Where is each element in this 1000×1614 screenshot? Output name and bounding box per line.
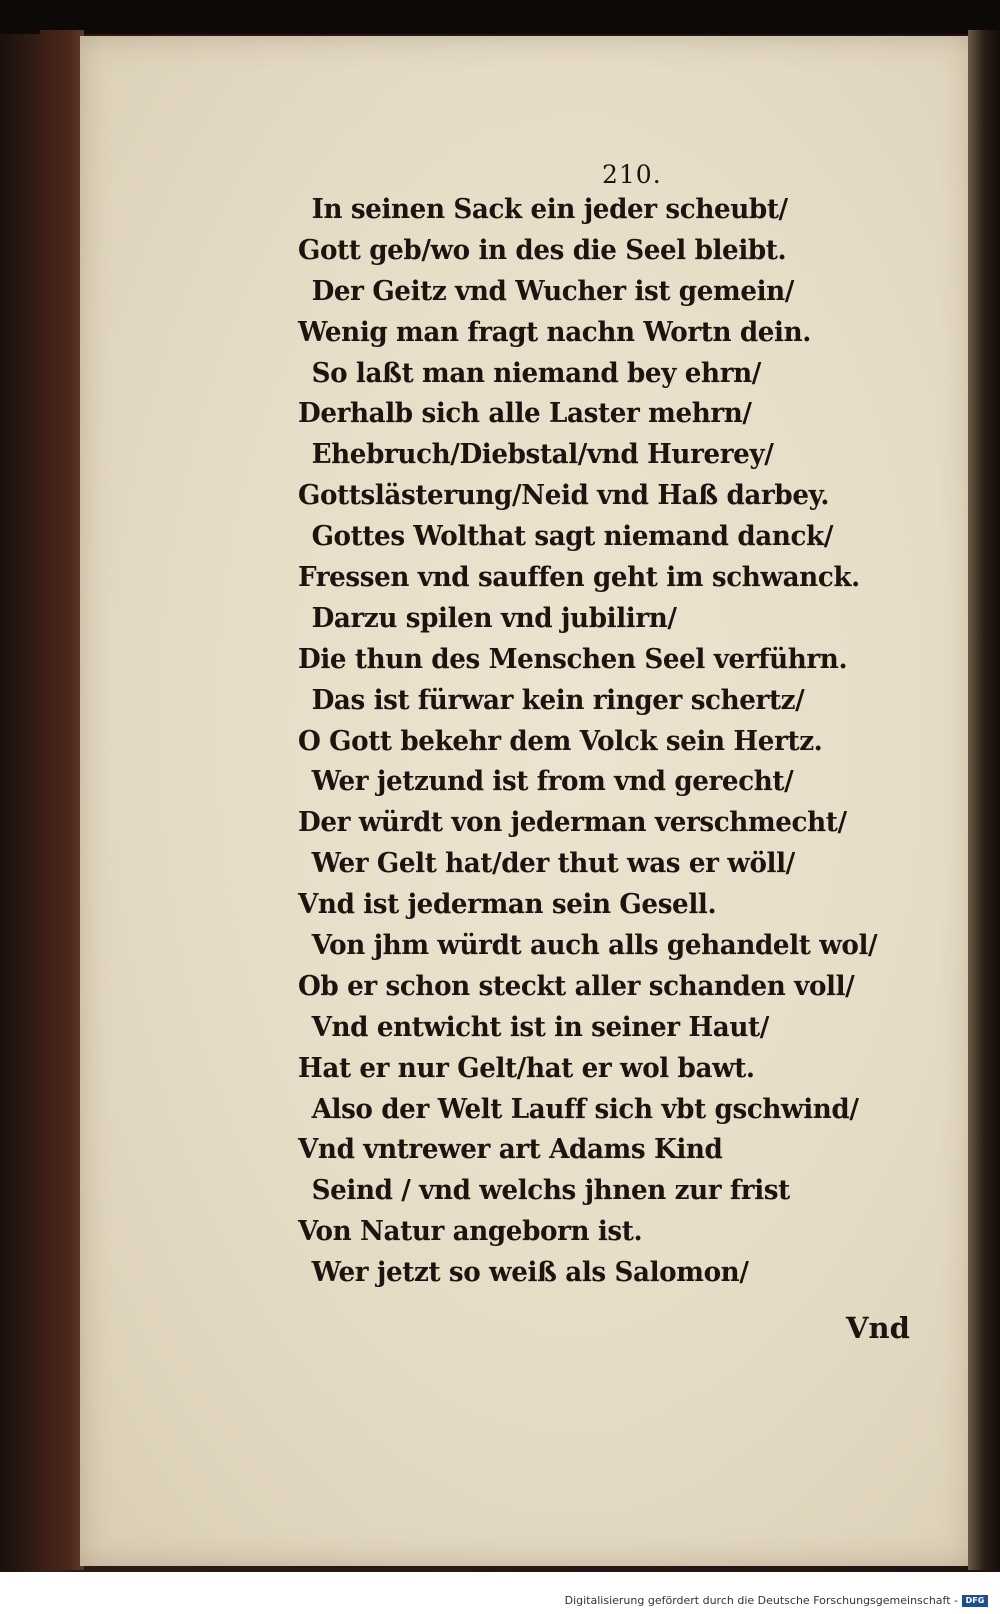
verse-line: Fressen vnd sauffen geht im schwanck. [298,562,860,594]
verse-line: Von Natur angeborn ist. [298,1216,643,1248]
verse-line: Vnd vntrewer art Adams Kind [298,1134,723,1166]
verse-line: Darzu spilen vnd jubilirn/ [311,602,677,634]
verse-line: Seind / vnd welchs jhnen zur frist [311,1175,790,1207]
verse-line: Ob er schon steckt aller schanden voll/ [298,970,855,1002]
page-fore-edge [968,30,1000,1570]
footer-bar [0,1572,1000,1614]
verse-line: Hat er nur Gelt/hat er wol bawt. [298,1052,755,1084]
verse-line: So laßt man niemand bey ehrn/ [311,357,761,389]
verse-line: Gottes Wolthat sagt niemand danck/ [311,521,834,553]
verse-line: Ehebruch/Diebstal/vnd Hurerey/ [311,439,774,471]
verse-line: Also der Welt Lauff sich vbt gschwind/ [311,1093,859,1125]
verse-line: Gott geb/wo in des die Seel bleibt. [298,234,787,266]
verse-line: Wer Gelt hat/der thut was er wöll/ [311,848,795,880]
verse-line: Vnd ist jederman sein Gesell. [298,889,717,921]
funding-credit [565,1594,988,1607]
verse-line: In seinen Sack ein jeder scheubt/ [311,194,788,225]
verse-line: Die thun des Menschen Seel verführn. [298,643,848,675]
verse-line: Derhalb sich alle Laster mehrn/ [298,398,752,430]
verse-block [298,190,878,1294]
catchword: Vnd [846,1311,910,1345]
verse-line: Wenig man fragt nachn Wortn dein. [298,316,812,348]
book-spine-shadow [40,30,84,1570]
page-number: 210. [602,160,662,189]
verse-line: Wer jetzt so weiß als Salomon/ [311,1257,749,1289]
verse-line: Vnd entwicht ist in seiner Haut/ [311,1011,769,1043]
verse-line: Wer jetzund ist from vnd gerecht/ [311,766,794,798]
verse-line: Das ist fürwar kein ringer schertz/ [311,684,805,716]
verse-line: Von jhm würdt auch alls gehandelt wol/ [311,930,878,962]
verse-line: O Gott bekehr dem Volck sein Hertz. [298,725,823,757]
verse-line: Der Geitz vnd Wucher ist gemein/ [311,275,794,307]
dfg-logo: DFG [962,1595,988,1607]
verse-line: Gottslästerung/Neid vnd Haß darbey. [298,480,830,512]
scan-top-edge [0,0,1000,34]
verse-line: Der würdt von jederman verschmecht/ [298,807,847,839]
funding-credit-text: Digitalisierung gefördert durch die Deutsche Forschungsgemeinschaft - [564,1594,958,1607]
